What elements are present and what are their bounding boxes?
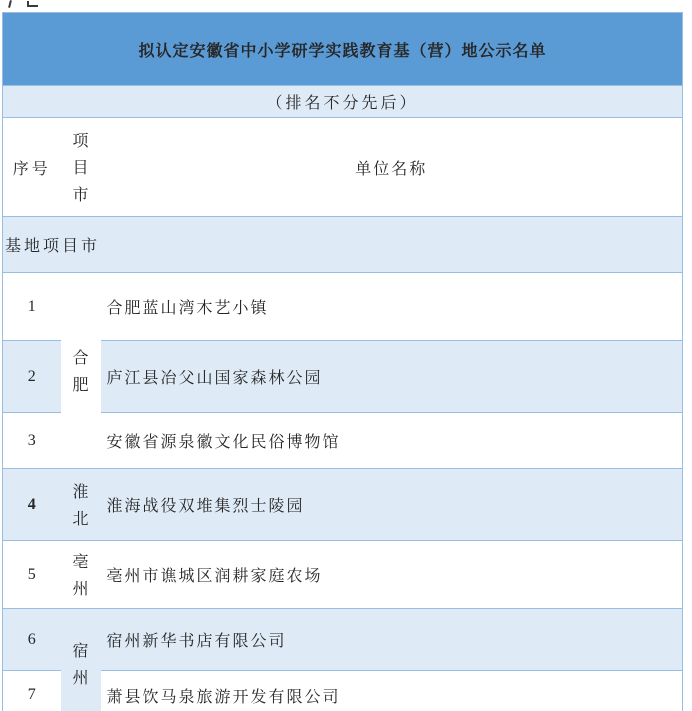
clipped-text-fragment	[27, 1, 29, 6]
row-index: 3	[3, 413, 61, 469]
column-header-unit: 单位名称	[101, 118, 683, 217]
table-row	[3, 413, 683, 469]
column-header-city-label: 项目市	[72, 130, 89, 204]
city-label: 亳州	[72, 551, 89, 598]
city-label: 合肥	[72, 347, 89, 394]
column-header-row	[3, 118, 683, 217]
row-index: 7	[3, 671, 61, 711]
row-index: 5	[3, 541, 61, 609]
table-title-row	[3, 13, 683, 86]
section-row	[3, 217, 683, 273]
unit-name: 宿州新华书店有限公司	[101, 609, 683, 671]
unit-name: 亳州市谯城区润耕家庭农场	[101, 541, 683, 609]
row-index: 4	[3, 469, 61, 541]
city-cell-bozhou	[61, 541, 101, 609]
city-cell-suzhou	[61, 609, 101, 711]
column-header-index: 序号	[3, 118, 61, 217]
table-title: 拟认定安徽省中小学研学实践教育基（营）地公示名单	[3, 13, 683, 86]
announcement-table	[2, 12, 683, 711]
table-row	[3, 609, 683, 671]
row-index: 2	[3, 341, 61, 413]
table-row	[3, 671, 683, 711]
city-label: 淮北	[72, 481, 89, 528]
table-row	[3, 541, 683, 609]
table-row	[3, 469, 683, 541]
table-subtitle-row	[3, 86, 683, 118]
row-index: 1	[3, 273, 61, 341]
table-subtitle: （排名不分先后）	[3, 86, 683, 118]
city-cell-huaibei	[61, 469, 101, 541]
section-label: 基地项目市	[3, 217, 683, 273]
table-row	[3, 273, 683, 341]
unit-name: 庐江县冶父山国家森林公园	[101, 341, 683, 413]
table-row	[3, 341, 683, 413]
row-index: 6	[3, 609, 61, 671]
unit-name: 淮海战役双堆集烈士陵园	[101, 469, 683, 541]
clipped-text-fragment	[8, 0, 12, 8]
city-label: 宿州	[72, 641, 89, 687]
city-cell-hefei	[61, 273, 101, 469]
unit-name: 萧县饮马泉旅游开发有限公司	[101, 671, 683, 711]
unit-name: 安徽省源泉徽文化民俗博物馆	[101, 413, 683, 469]
unit-name: 合肥蓝山湾木艺小镇	[101, 273, 683, 341]
column-header-city	[61, 118, 101, 217]
